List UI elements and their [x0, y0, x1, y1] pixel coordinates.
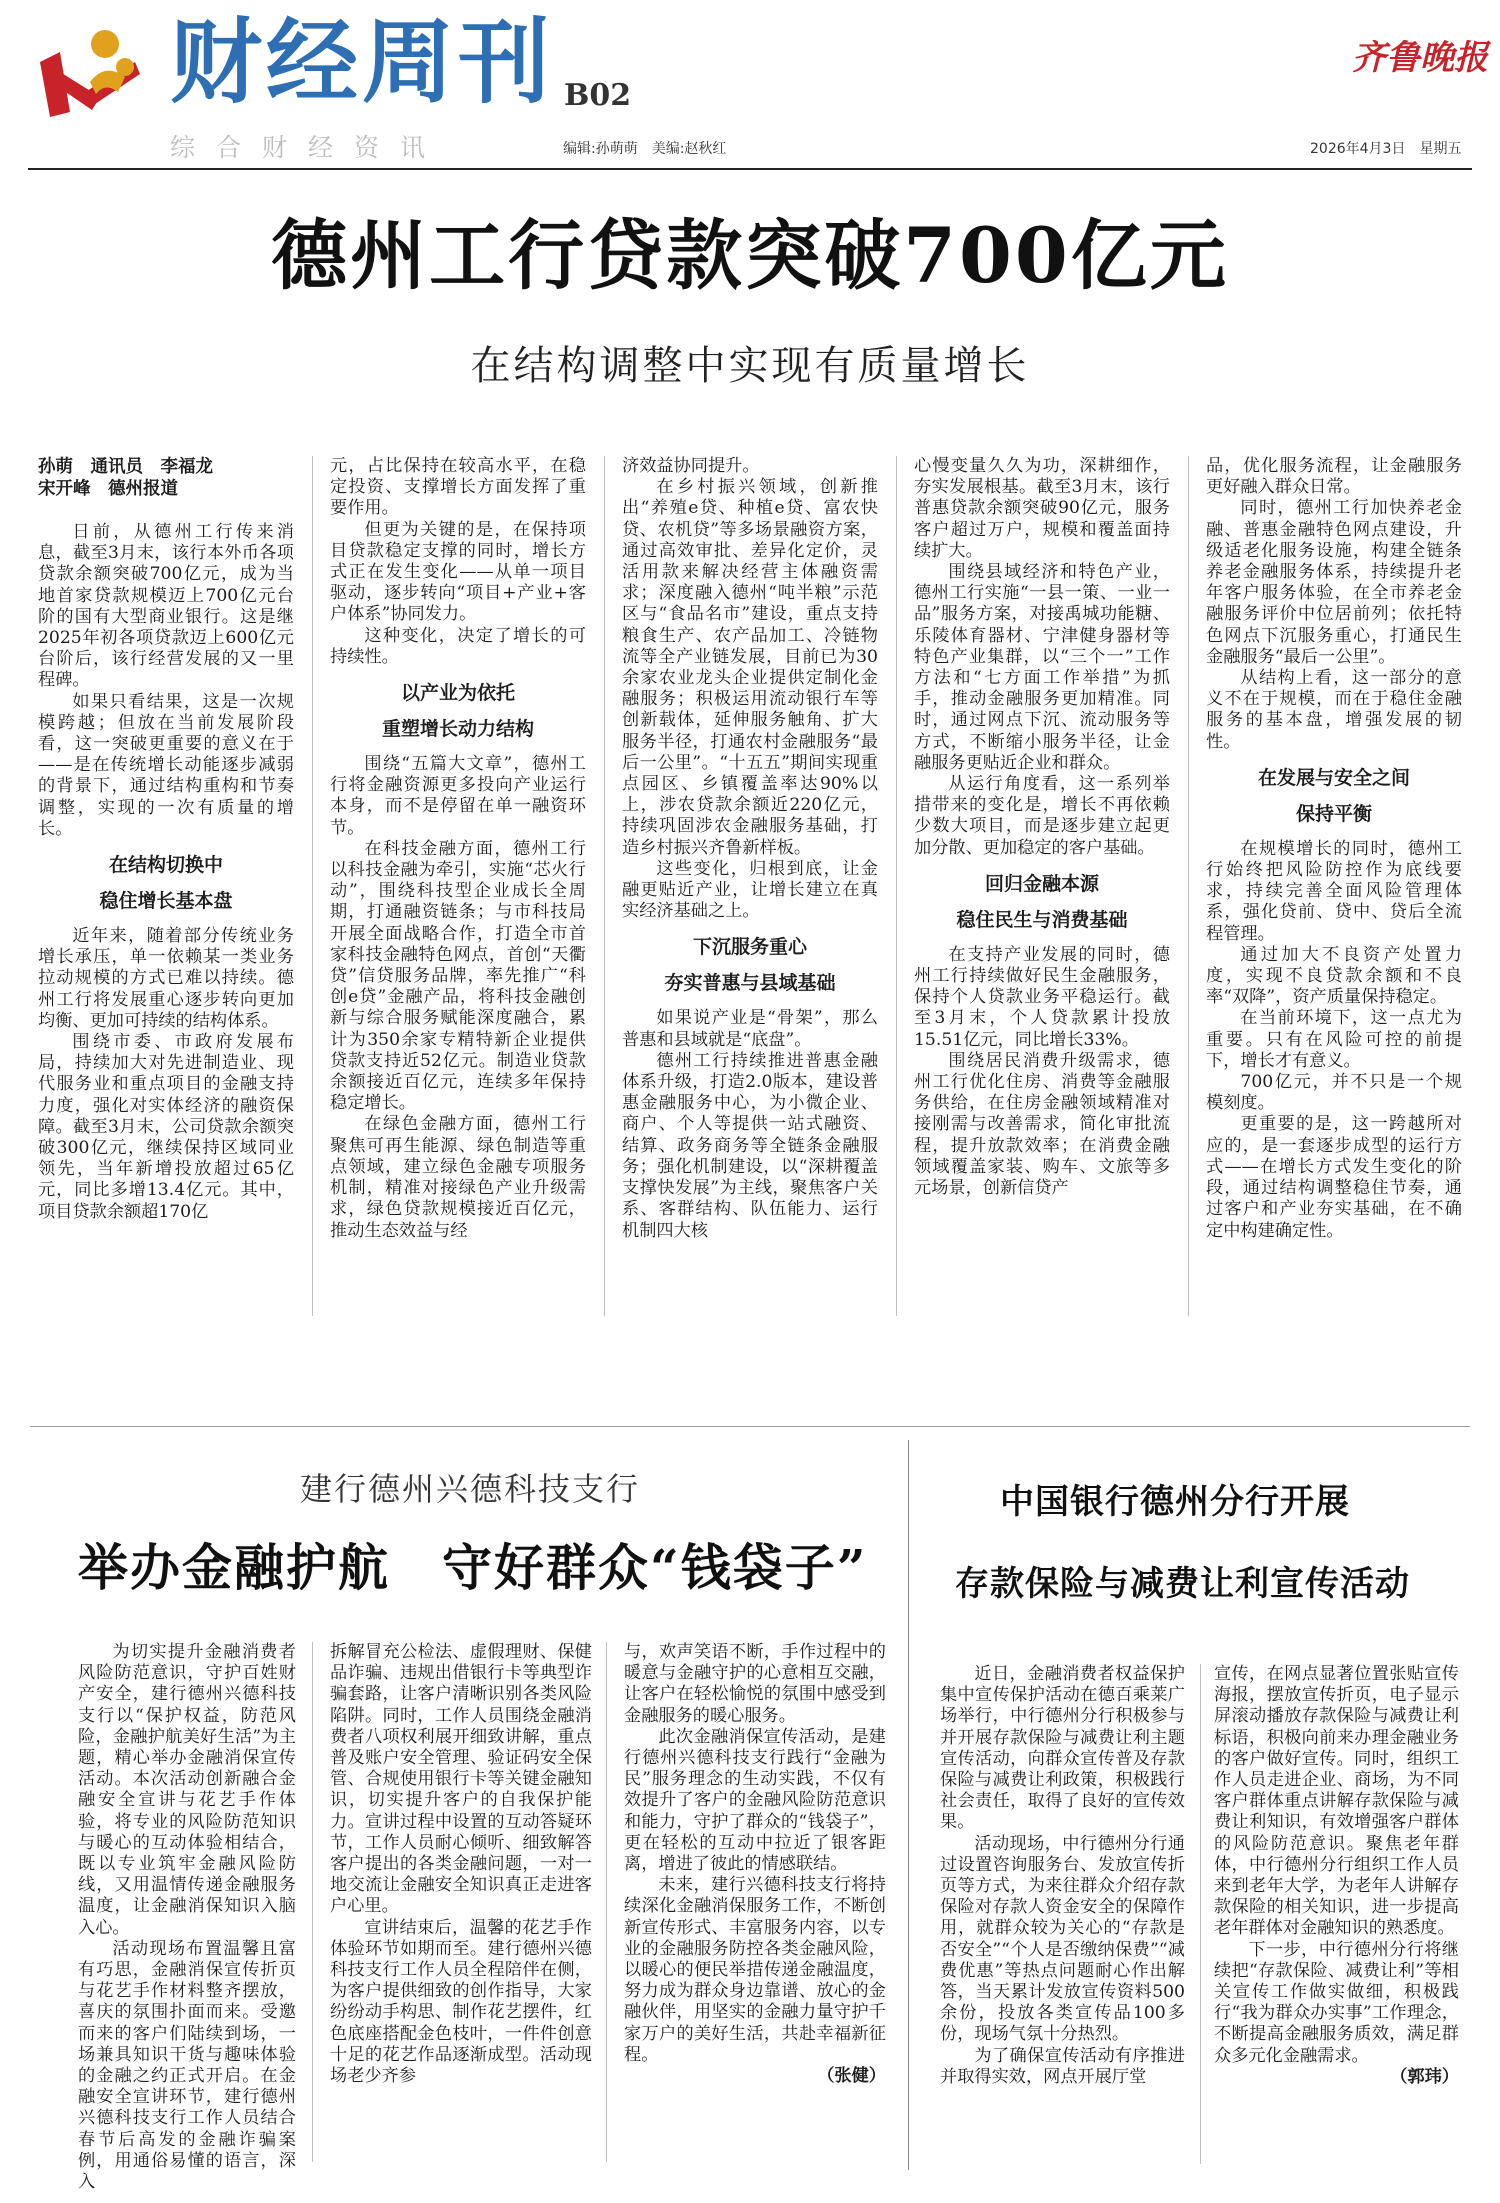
lead-column-5: [1206, 456, 1462, 1242]
paragraph: 围绕县域经济和特色产业，德州工行实施“一县一策、一业一品”服务方案，对接禹城功能糖、乐陵体育器材、宁津健身器材等特色产业集群，以“三个一”工作方法和“七方面工作举措”为抓手，推动金融服务更加精准。同时，通过网点下沉、流动服务等方式，不断缩小服务半径，让金融服务更贴近企业和群众。: [914, 562, 1170, 773]
paragraph: 在绿色金融方面，德州工行聚焦可再生能源、绿色制造等重点领域，建立绿色金融专项服务机制，精准对接绿色产业升级需求，绿色贷款规模接近百亿元，推动生态效益与经: [330, 1114, 586, 1241]
section-heading: 下沉服务重心: [692, 936, 807, 959]
column-divider: [606, 1642, 607, 2162]
lead-subheadline: 在结构调整中实现有质量增长: [470, 343, 1030, 389]
section-heading: 稳住民生与消费基础: [956, 908, 1128, 931]
lead-column-3: [622, 456, 896, 1242]
paragraph: 如果只看结果，这是一次规模跨越；但放在当前发展阶段看，这一突破更重要的意义在于——是在传统增长动能逐步减弱的背景下，通过结构重构和节奏调整，实现的一次有质量的增长。: [38, 691, 294, 839]
section-heading: 在发展与安全之间: [1257, 766, 1410, 789]
paragraph: 此次金融消保宣传活动，是建行德州兴德科技支行践行“金融为民”服务理念的生动实践，不仅有效提升了客户的金融风险防范意识和能力，守护了群众的“钱袋子”，更在轻松的互动中拉近了银客距离，增进了彼此的情感联结。: [624, 1726, 886, 1875]
section-subtitle: 综合财经资讯: [170, 133, 447, 162]
byline: 孙萌 通讯员 李福龙 宋开峰 德州报道: [38, 457, 213, 499]
paragraph: 为了确保宣传活动有序推进并取得实效，网点开展厅堂: [940, 2045, 1185, 2087]
paragraph: 围绕“五篇大文章”，德州工行将金融资源更多投向产业运行本身，而不是停留在单一融资环节。: [330, 754, 586, 838]
paragraph: 济效益协同提升。: [622, 456, 760, 476]
column-divider: [1200, 1664, 1201, 2164]
story3-column-2: [1214, 1664, 1459, 2088]
column-divider: [1188, 456, 1189, 1316]
lead-column-4: [914, 456, 1170, 1199]
column-divider: [312, 456, 313, 1316]
paragraph: 700亿元，并不只是一个规模刻度。: [1206, 1072, 1462, 1114]
paragraph: 这种变化，决定了增长的可持续性。: [330, 625, 586, 667]
paragraph: 通过加大不良资产处置力度，实现不良贷款余额和不良率“双降”，资产质量保持稳定。: [1206, 944, 1462, 1008]
issue-date: 2026年4月3日 星期五: [1310, 141, 1462, 157]
paragraph: 从结构上看，这一部分的意义不在于规模，而在于稳住金融服务的基本盘，增强发展的韧性。: [1206, 668, 1462, 752]
paragraph: 活动现场，中行德州分行通过设置咨询服务台、发放宣传折页等方式，为来往群众介绍存款保险对存款人资金安全的保障作用，就群众较为关心的“存款是否安全”“个人是否缴纳保费”“减费优惠”等热点问题耐心作出解答，当天累计发放宣传资料500余份，投放各类宣传品100多份，现场气氛十分热烈。: [940, 1833, 1185, 2045]
section-heading: 在结构切换中: [108, 854, 223, 877]
paragraph: 但更为关键的是，在保持项目贷款稳定支撑的同时，增长方式正在发生变化——从单一项目驱动，逐步转向“项目+产业+客户体系”协同发力。: [330, 519, 586, 625]
section-divider: [30, 1426, 1470, 1427]
paragraph: 与，欢声笑语不断，手作过程中的暖意与金融守护的心意相互交融，让客户在轻松愉悦的氛围中感受到金融服务的暖心服务。: [624, 1642, 886, 1726]
paragraph: 更重要的是，这一跨越所对应的，是一套逐步成型的运行方式——在增长方式发生变化的阶段，通过结构调整稳住节奏，通过客户和产业夯实基础，在不确定中构建确定性。: [1206, 1114, 1462, 1241]
column-divider: [896, 456, 897, 1316]
paragraph: 这些变化，归根到底，让金融更贴近产业，让增长建立在真实经济基础之上。: [622, 858, 878, 922]
paragraph: 同时，德州工行加快养老金融、普惠金融特色网点建设，升级适老化服务设施，构建全链条养老金融服务体系，持续提升老年客户服务体验，在全市养老金融服务评价中位居前列；依托特色网点下沉服务重心，打通民生金融服务“最后一公里”。: [1206, 498, 1462, 667]
paragraph: 德州工行持续推进普惠金融体系升级，打造2.0版本，建设普惠金融服务中心，为小微企业、商户、个人等提供一站式融资、结算、政务商务等全链条金融服务；强化机制建设，以“深耕覆盖 支撑快发展”为主线，聚焦客户关系、客群结构、队伍能力、运行机制四大核: [622, 1050, 896, 1241]
story2-column-2: [330, 1642, 592, 2087]
story2-column-3: [624, 1642, 886, 2087]
paragraph: 为切实提升金融消费者风险防范意识，守护百姓财产安全，建行德州兴德科技支行以“保护权益，防范风险，金融护航美好生活”为主题，精心举办金融消保宣传活动。本次活动创新融合金融安全宣讲与花艺手作体验，将专业的风险防范知识与暖心的互动体验相结合，既以专业筑牢金融风险防线，又用温情传递金融服务温度，让金融消保知识入脑入心。: [78, 1642, 296, 1938]
column-divider: [312, 1642, 313, 2162]
section-heading: 稳住增长基本盘: [99, 890, 233, 913]
story-divider: [908, 1440, 909, 2170]
paragraph: 如果说产业是“骨架”，那么普惠和县域就是“底盘”。: [622, 1008, 878, 1050]
story3-column-1: [940, 1664, 1185, 2088]
section-heading: 以产业为依托: [400, 682, 515, 705]
section-title: 财经周刊: [170, 9, 555, 116]
paragraph: 拆解冒充公检法、虚假理财、保健品诈骗、违规出借银行卡等典型诈骗套路，让客户清晰识别各类风险陷阱。同时，工作人员围绕金融消费者八项权利展开细致讲解，重点普及账户安全管理、验证码安全保管、合规使用银行卡等关键金融知识，切实提升客户的自我保护能力。宣讲过程中设置的互动答疑环节，工作人员耐心倾听、细致解答客户提出的各类金融问题，一对一地交流让金融安全知识真正走进客户心里。: [330, 1642, 592, 1917]
story2-headline: 举办金融护航 守好群众“钱袋子”: [78, 1538, 868, 1597]
author-sign: （郭玮）: [1390, 2066, 1459, 2087]
author-sign: （张健）: [817, 2066, 886, 2087]
paragraph: 围绕居民消费升级需求，德州工行优化住房、消费等金融服务供给，在住房金融领域精准对接刚需与改善需求，简化审批流程，提升放款效率；在消费金融领域覆盖家装、购车、文旅等多元场景，创新信贷产: [914, 1050, 1170, 1199]
paragraph: 在乡村振兴领域，创新推出“养殖e贷、种植e贷、富农快贷、农机贷”等多场景融资方案，通过高效审批、差异化定价，灵活用款来解决经营主体融资需求；深度融入德州“吨半粮”示范区与“食品名市”建设，重点支持粮食生产、农产品加工、冷链物流等全产业链发展，目前已为30余家农业龙头企业提供定制化金融服务；积极运用流动银行车等创新载体，延伸服务触角、扩大服务半径，打通农村金融服务“最后一公里”。“十五五”期间实现重点园区、乡镇覆盖率达90%以上，涉农贷款余额近220亿元，持续巩固涉农金融服务基础，打造乡村振兴齐鲁新样板。: [622, 477, 878, 858]
column-divider: [604, 456, 605, 1316]
paragraph: 元，占比保持在较高水平，在稳定投资、支撑增长方面发挥了重要作用。: [330, 456, 586, 519]
paragraph: 活动现场布置温馨且富有巧思，金融消保宣传折页与花艺手作材料整齐摆放，喜庆的氛围扑面而来。受邀而来的客户们陆续到场，一场兼具知识干货与趣味体验的金融之约正式开启。在金融安全宣讲环节，建行德州兴德科技支行工作人员结合春节后高发的金融诈骗案例，用通俗易懂的语言，深入: [78, 1938, 296, 2193]
paragraph: 品，优化服务流程，让金融服务更好融入群众日常。: [1206, 456, 1462, 498]
paragraph: 围绕市委、市政府发展布局，持续加大对先进制造业、现代服务业和重点项目的金融支持力度，强化对实体经济的融资保障。截至3月末，公司贷款余额突破300亿元，继续保持区域同业领先，当年新增投放超过65亿元，同比多增13.4亿元。其中，项目贷款余额超170亿: [38, 1032, 294, 1222]
paragraph: 在科技金融方面，德州工行以科技金融为牵引，实施“芯火行动”，围绕科技型企业成长全周期，打通融资链条；与市科技局开展全面战略合作，打造全市首家科技金融特色网点，首创“天衢贷”信贷服务品牌，率先推广“科创e贷”金融产品，将科技金融创新与综合服务赋能深度融合，累计为350余家专精特新企业提供贷款支持近52亿元。制造业贷款余额接近百亿元，连续多年保持稳定增长。: [330, 838, 586, 1114]
lead-column-1: [38, 456, 294, 1223]
paragraph: 在规模增长的同时，德州工行始终把风险防控作为底线要求，持续完善全面风险管理体系，强化贷前、贷中、贷后全流程管理。: [1206, 838, 1462, 944]
lead-column-2: [330, 456, 586, 1242]
editors-credit: 编辑:孙萌萌 美编:赵秋红: [563, 141, 727, 157]
page-number: B02: [564, 78, 632, 113]
story2-kicker: 建行德州兴德科技支行: [300, 1470, 641, 1508]
section-heading: 保持平衡: [1295, 802, 1372, 825]
paragraph: 日前，从德州工行传来消息，截至3月末，该行本外币各项贷款余额突破700亿元，成为当地首家贷款规模迈上700亿元台阶的国有大型商业银行。这是继2025年初各项贷款迈上600亿元台阶后，该行经营发展的又一里程碑。: [38, 522, 294, 691]
story3-headline-line1: 中国银行德州分行开展: [1000, 1482, 1350, 1522]
story3-headline-line2: 存款保险与减费让利宣传活动: [955, 1564, 1410, 1604]
paragraph: 心慢变量久久为功，深耕细作，夯实发展根基。截至3月末，该行普惠贷款余额突破90亿元，服务客户超过万户，规模和覆盖面持续扩大。: [914, 456, 1170, 561]
paragraph: 从运行角度看，这一系列举措带来的变化是，增长不再依赖少数大项目，而是逐步建立起更加分散、更加稳定的客户基础。: [914, 774, 1170, 858]
lead-headline: 德州工行贷款突破700亿元: [271, 211, 1229, 300]
masthead-divider: [28, 168, 1472, 170]
paragraph: 未来，建行兴德科技支行将持续深化金融消保服务工作，不断创新宣传形式、丰富服务内容，以专业的金融服务防控各类金融风险，以暖心的便民举措传递金融温度，努力成为群众身边靠谱、放心的金融伙伴，用坚实的金融力量守护千家万户的美好生活，共赴幸福新征程。: [624, 1875, 886, 2065]
paragraph: 下一步，中行德州分行将继续把“存款保险、减费让利”等相关宣传工作做实做细，积极践行“我为群众办实事”工作理念，不断提高金融服务质效，满足群众多元化金融需求。: [1214, 1939, 1459, 2066]
paragraph: 近日，金融消费者权益保护集中宣传保护活动在德百乘莱广场举行，中行德州分行积极参与并开展存款保险与减费让利主题宣传活动，向群众宣传普及存款保险与减费让利政策，积极践行社会责任，取得了良好的宣传效果。: [940, 1664, 1185, 1833]
paragraph: 在支持产业发展的同时，德州工行持续做好民生金融服务，保持个人贷款业务平稳运行。截至3月末，个人贷款累计投放15.51亿元，同比增长33%。: [914, 944, 1170, 1050]
paragraph: 在当前环境下，这一点尤为重要。只有在风险可控的前提下，增长才有意义。: [1206, 1008, 1462, 1071]
paragraph: 宣讲结束后，温馨的花艺手作体验环节如期而至。建行德州兴德科技支行工作人员全程陪伴在侧，为客户提供细致的创作指导，大家纷纷动手构思、制作花艺摆件，红色底座搭配金色枝叶，一件件创意十足的花艺作品逐渐成型。活动现场老少齐参: [330, 1917, 592, 2087]
story2-column-1: [78, 1642, 296, 2193]
newspaper-brand: 齐鲁晚报: [1352, 38, 1488, 78]
paragraph: 近年来，随着部分传统业务增长承压，单一依赖某一类业务拉动规模的方式已难以持续。德州工行将发展重心逐步转向更加均衡、更加可持续的结构体系。: [38, 926, 294, 1031]
section-heading: 回归金融本源: [984, 872, 1099, 895]
section-heading: 夯实普惠与县域基础: [664, 972, 836, 995]
paragraph: 宣传，在网点显著位置张贴宣传海报，摆放宣传折页，电子显示屏滚动播放存款保险与减费让利标语，积极向前来办理金融业务的客户做好宣传。同时，组织工作人员走进企业、商场，为不同客户群体重点讲解存款保险与减费让利知识，有效增强客户群体的风险防范意识。聚焦老年群体，中行德州分行组织工作人员来到老年大学，为老年人讲解存款保险的相关知识，进一步提高老年群体对金融知识的熟悉度。: [1214, 1664, 1459, 1939]
section-heading: 重塑增长动力结构: [381, 718, 534, 741]
masthead-logo-icon: [30, 22, 155, 137]
